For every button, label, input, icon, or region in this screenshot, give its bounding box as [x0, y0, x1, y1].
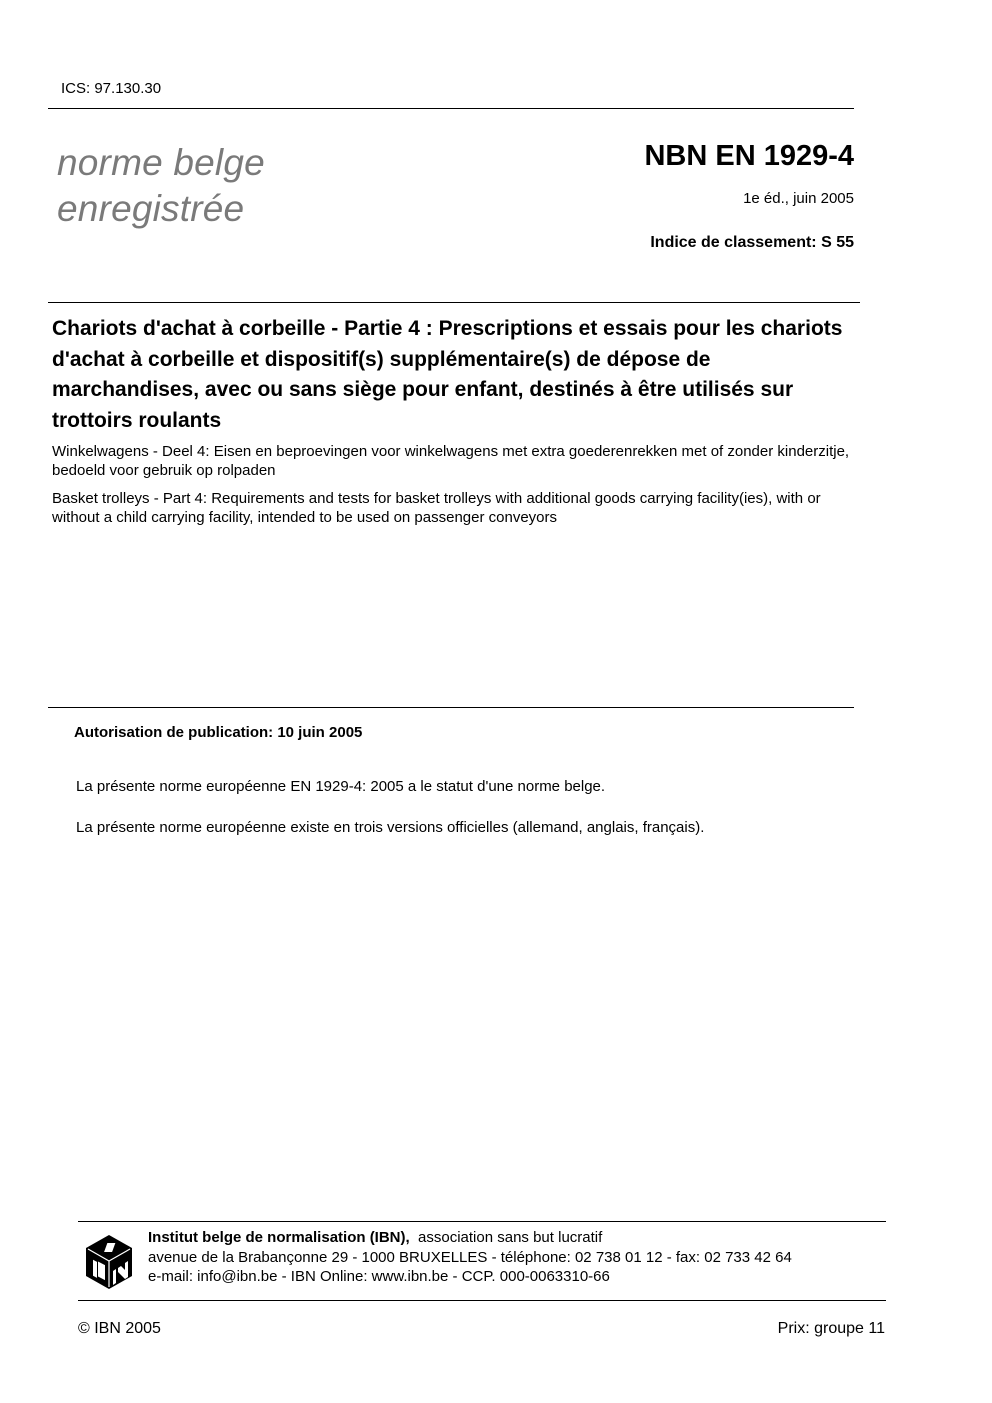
publication-authorisation: Autorisation de publication: 10 juin 2005: [74, 724, 363, 741]
title-english: Basket trolleys - Part 4: Requirements and tests for basket trolleys with additional goods carrying facility(ies), with or without a child carrying facility, intended to be used on passenger conveyors: [52, 490, 821, 526]
ibn-logo-icon: [84, 1233, 134, 1291]
institute-contact: e-mail: info@ibn.be - IBN Online: www.ibn.be - CCP. 000-0063310-66: [148, 1268, 610, 1285]
standard-number: NBN EN 1929-4: [644, 140, 854, 172]
edition-date: 1e éd., juin 2005: [743, 190, 854, 207]
classification-index: Indice de classement: S 55: [650, 234, 854, 251]
institute-info: [148, 1228, 792, 1287]
copyright: © IBN 2005: [78, 1320, 161, 1337]
versions-paragraph: La présente norme européenne existe en trois versions officielles (allemand, anglais, français).: [76, 819, 705, 836]
divider-footer-top: [78, 1221, 886, 1222]
ics-code: ICS: 97.130.30: [61, 80, 162, 97]
title-french: Chariots d'achat à corbeille - Partie 4 : Prescriptions et essais pour les chariots d'achat à corbeille et dispositif(s) supplémentaire(s) de dépose de marchandises, avec ou sans siège pour enfant, destinés à être utilisés sur trottoirs roulants: [52, 317, 843, 432]
status-paragraph: La présente norme européenne EN 1929-4: 2005 a le statut d'une norme belge.: [76, 778, 606, 795]
institute-description: association sans but lucratif: [418, 1229, 603, 1246]
title-dutch: Winkelwagens - Deel 4: Eisen en beproevingen voor winkelwagens met extra goederenrekken met of zonder kinderzitje, bedoeld voor gebruik op rolpaden: [52, 443, 850, 479]
price-group: Prix: groupe 11: [777, 1320, 885, 1337]
institute-address: avenue de la Brabançonne 29 - 1000 BRUXELLES - téléphone: 02 738 01 12 - fax: 02 733 42 64: [148, 1248, 792, 1266]
divider-top: [48, 108, 854, 109]
divider-footer-bottom: [78, 1300, 886, 1301]
divider-body: [48, 707, 854, 708]
divider-title: [48, 302, 860, 303]
institute-name: Institut belge de normalisation (IBN),: [148, 1229, 410, 1246]
norme-label: [57, 140, 265, 232]
norme-line-1: norme belge: [57, 142, 265, 183]
norme-line-2: enregistrée: [57, 188, 245, 229]
institute-line: [148, 1228, 792, 1248]
